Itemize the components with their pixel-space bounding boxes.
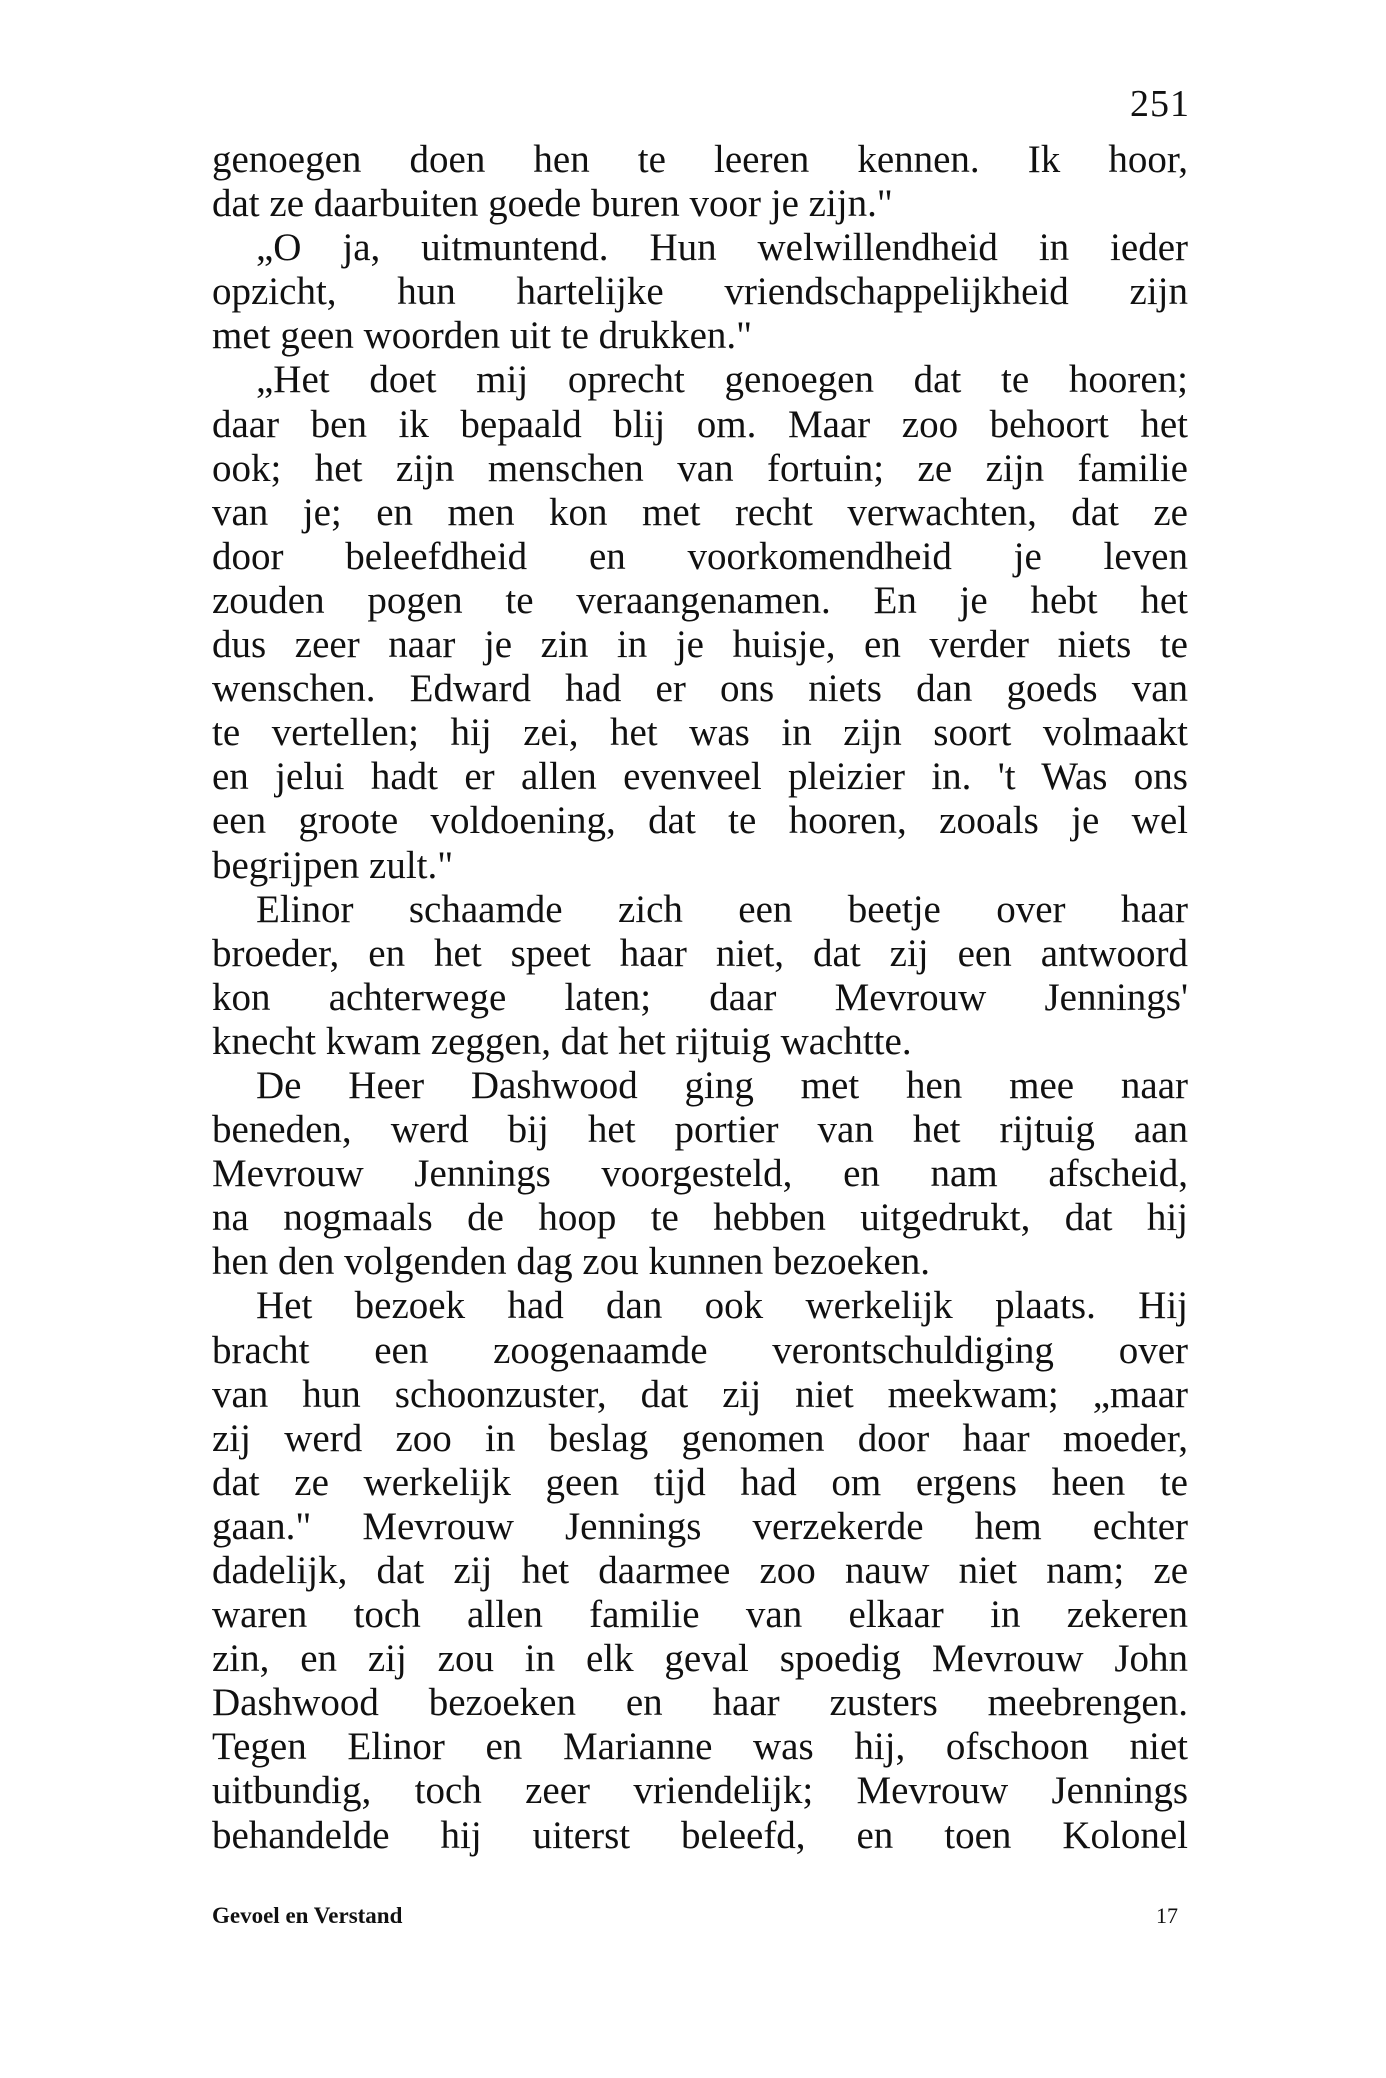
text-line: ook; het zijn menschen van fortuin; ze zijn familie bbox=[212, 446, 1188, 490]
text-line: beneden, werd bij het portier van het rijtuig aan bbox=[212, 1108, 1188, 1152]
text-line: van hun schoonzuster, dat zij niet meekwam; „maar bbox=[212, 1372, 1188, 1416]
text-line: behandelde hij uiterst beleefd, en toen Kolonel bbox=[212, 1813, 1188, 1857]
text-line: uitbundig, toch zeer vriendelijk; Mevrouw Jennings bbox=[212, 1769, 1188, 1813]
page-number: 251 bbox=[1130, 83, 1190, 125]
text-line: genoegen doen hen te leeren kennen. Ik hoor, bbox=[212, 138, 1188, 181]
text-line: door beleefdheid en voorkomendheid je leven bbox=[212, 534, 1188, 578]
signature-mark: 17 bbox=[1156, 1903, 1178, 1928]
text-line: hen den volgenden dag zou kunnen bezoeken. bbox=[212, 1240, 930, 1284]
text-line: dus zeer naar je zin in je huisje, en verder niets te bbox=[212, 623, 1188, 667]
text-line: begrijpen zult." bbox=[212, 843, 454, 887]
text-line: opzicht, hun hartelijke vriendschappelijkheid zijn bbox=[212, 270, 1188, 314]
text-line: gaan." Mevrouw Jennings verzekerde hem echter bbox=[212, 1504, 1188, 1548]
page-footer bbox=[212, 1903, 1188, 1933]
text-line: met geen woorden uit te drukken." bbox=[212, 314, 753, 358]
text-line: De Heer Dashwood ging met hen mee naar bbox=[256, 1063, 1188, 1107]
text-line: Elinor schaamde zich een beetje over haar bbox=[256, 887, 1188, 931]
text-line: wenschen. Edward had er ons niets dan goeds van bbox=[212, 667, 1188, 711]
text-line: „O ja, uitmuntend. Hun welwillendheid in ieder bbox=[256, 226, 1188, 270]
text-line: waren toch allen familie van elkaar in zekeren bbox=[212, 1593, 1188, 1637]
text-line: daar ben ik bepaald blij om. Maar zoo behoort het bbox=[212, 402, 1188, 446]
text-line: zij werd zoo in beslag genomen door haar moeder, bbox=[212, 1416, 1188, 1460]
text-line: broeder, en het speet haar niet, dat zij een antwoord bbox=[212, 931, 1188, 975]
running-title: Gevoel en Verstand bbox=[212, 1903, 403, 1928]
text-line: Mevrouw Jennings voorgesteld, en nam afscheid, bbox=[212, 1152, 1188, 1196]
text-line: een groote voldoening, dat te hooren, zooals je wel bbox=[212, 799, 1188, 843]
text-line: kon achterwege laten; daar Mevrouw Jennings' bbox=[212, 975, 1188, 1019]
text-line: knecht kwam zeggen, dat het rijtuig wachtte. bbox=[212, 1019, 912, 1063]
text-line: bracht een zoogenaamde verontschuldiging over bbox=[212, 1328, 1188, 1372]
text-line: dat ze werkelijk geen tijd had om ergens heen te bbox=[212, 1460, 1188, 1504]
text-line: van je; en men kon met recht verwachten, dat ze bbox=[212, 490, 1188, 534]
text-line: „Het doet mij oprecht genoegen dat te hooren; bbox=[256, 358, 1188, 402]
text-line: na nogmaals de hoop te hebben uitgedrukt, dat hij bbox=[212, 1196, 1188, 1240]
text-line: Tegen Elinor en Marianne was hij, ofschoon niet bbox=[212, 1725, 1188, 1769]
text-line: Dashwood bezoeken en haar zusters meebrengen. bbox=[212, 1681, 1188, 1725]
text-line: zin, en zij zou in elk geval spoedig Mevrouw John bbox=[212, 1637, 1188, 1681]
text-line: te vertellen; hij zei, het was in zijn soort volmaakt bbox=[212, 711, 1188, 755]
text-line: zouden pogen te veraangenamen. En je hebt het bbox=[212, 578, 1188, 622]
body-text bbox=[212, 138, 1188, 1858]
text-line: en jelui hadt er allen evenveel pleizier in. 't Was ons bbox=[212, 755, 1188, 799]
text-line: dat ze daarbuiten goede buren voor je zijn." bbox=[212, 182, 893, 226]
text-line: Het bezoek had dan ook werkelijk plaats. Hij bbox=[256, 1284, 1188, 1328]
text-line: dadelijk, dat zij het daarmee zoo nauw niet nam; ze bbox=[212, 1549, 1188, 1592]
